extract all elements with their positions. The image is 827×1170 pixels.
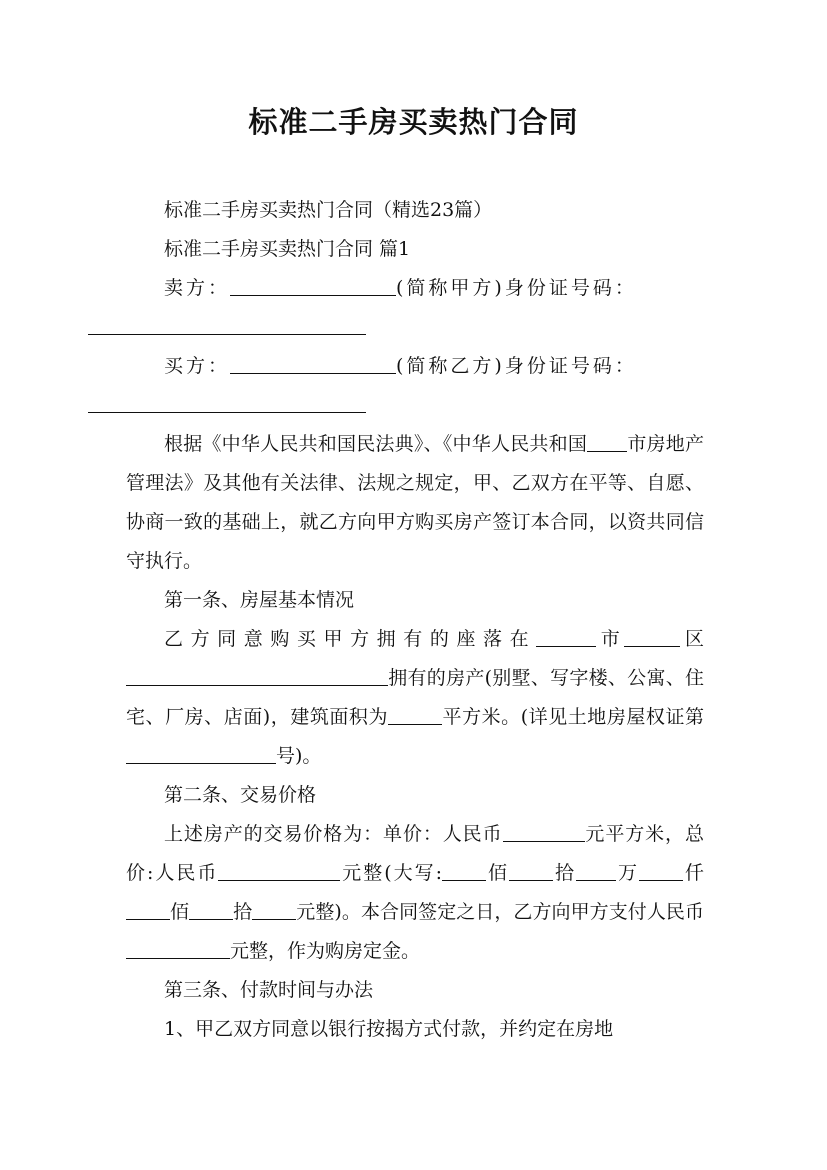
art2-text-3: 元整(大写: bbox=[340, 862, 443, 884]
art1-text-6: 号)。 bbox=[276, 745, 322, 767]
total-price-blank bbox=[218, 862, 340, 881]
article1-heading: 第一条、房屋基本情况 bbox=[164, 589, 355, 611]
buyer-line bbox=[126, 347, 704, 425]
art1-text-1: 乙方同意购买甲方拥有的座落在 bbox=[164, 628, 537, 650]
art2-text-6: 万 bbox=[615, 862, 639, 884]
intro-text-1: 根据《中华人民共和国民法典》、《中华人民共和国 bbox=[164, 433, 588, 455]
art1-text-2: 市 bbox=[596, 628, 625, 650]
seller-line bbox=[126, 269, 704, 347]
article3-paragraph: 1、甲乙双方同意以银行按揭方式付款，并约定在房地 bbox=[164, 1018, 614, 1040]
art2-text-11: 元整，作为购房定金。 bbox=[230, 940, 421, 962]
buyer-label: 买方： bbox=[164, 355, 231, 377]
unit-price-blank bbox=[503, 823, 585, 842]
blank-qian bbox=[639, 862, 683, 881]
art1-cert-blank bbox=[126, 745, 276, 764]
blank-wan-pre bbox=[576, 862, 616, 881]
document-body bbox=[126, 191, 704, 1049]
art1-text-4: 拥有的房产(别墅、写字楼、公寓、住宅、厂房、店面)，建筑面积为 bbox=[126, 667, 704, 728]
article1-paragraph bbox=[126, 620, 704, 776]
section-title: 标准二手房买卖热门合同 篇1 bbox=[164, 238, 411, 260]
buyer-id-blank bbox=[88, 394, 366, 413]
seller-id-blank bbox=[88, 316, 366, 335]
subtitle: 标准二手房买卖热门合同（精选23篇） bbox=[164, 199, 493, 221]
art2-text-8: 佰 bbox=[170, 901, 190, 923]
art1-district-blank bbox=[624, 628, 680, 647]
document-title: 标准二手房买卖热门合同 bbox=[248, 105, 579, 139]
blank-bai bbox=[442, 862, 486, 881]
art2-text-5: 拾 bbox=[553, 862, 576, 884]
deposit-blank bbox=[126, 940, 230, 959]
blank-shi bbox=[509, 862, 553, 881]
article3-heading: 第三条、付款时间与办法 bbox=[164, 979, 374, 1001]
blank-shi-2 bbox=[189, 901, 233, 920]
intro-text-2: 市房地产管理法》及其他有关法律、法规之规定，甲、乙双方在平等、自愿、协商一致的基础上，就乙方向甲方购买房产签订本合同，以资共同信守执行。 bbox=[126, 433, 704, 572]
art2-text-2: 元平方米，总价:人民币 bbox=[126, 823, 704, 884]
seller-id-label: (简称甲方)身份证号码： bbox=[396, 277, 637, 299]
city-blank bbox=[587, 433, 627, 452]
art2-text-10: 元整)。本合同签定之日，乙方向甲方支付人民币 bbox=[296, 901, 704, 923]
buyer-id-label: (简称乙方)身份证号码： bbox=[396, 355, 637, 377]
blank-yuan bbox=[252, 901, 296, 920]
art2-text-7: 仟 bbox=[682, 862, 704, 884]
art2-text-1: 上述房产的交易价格为：单价：人民币 bbox=[164, 823, 503, 845]
article2-paragraph bbox=[126, 815, 704, 971]
buyer-name-blank bbox=[230, 355, 396, 374]
art1-address-blank bbox=[126, 667, 388, 686]
art2-text-9: 拾 bbox=[233, 901, 253, 923]
art1-text-5: 平方米。(详见土地房屋权证第 bbox=[442, 706, 704, 728]
blank-bai-2 bbox=[126, 901, 170, 920]
seller-name-blank bbox=[230, 277, 396, 296]
intro-paragraph bbox=[126, 425, 704, 581]
article2-heading: 第二条、交易价格 bbox=[164, 784, 317, 806]
art2-text-4: 佰 bbox=[486, 862, 510, 884]
art1-city-blank bbox=[536, 628, 596, 647]
art1-area-blank bbox=[388, 706, 442, 725]
art1-text-3: 区 bbox=[680, 628, 704, 650]
seller-label: 卖方： bbox=[164, 277, 231, 299]
